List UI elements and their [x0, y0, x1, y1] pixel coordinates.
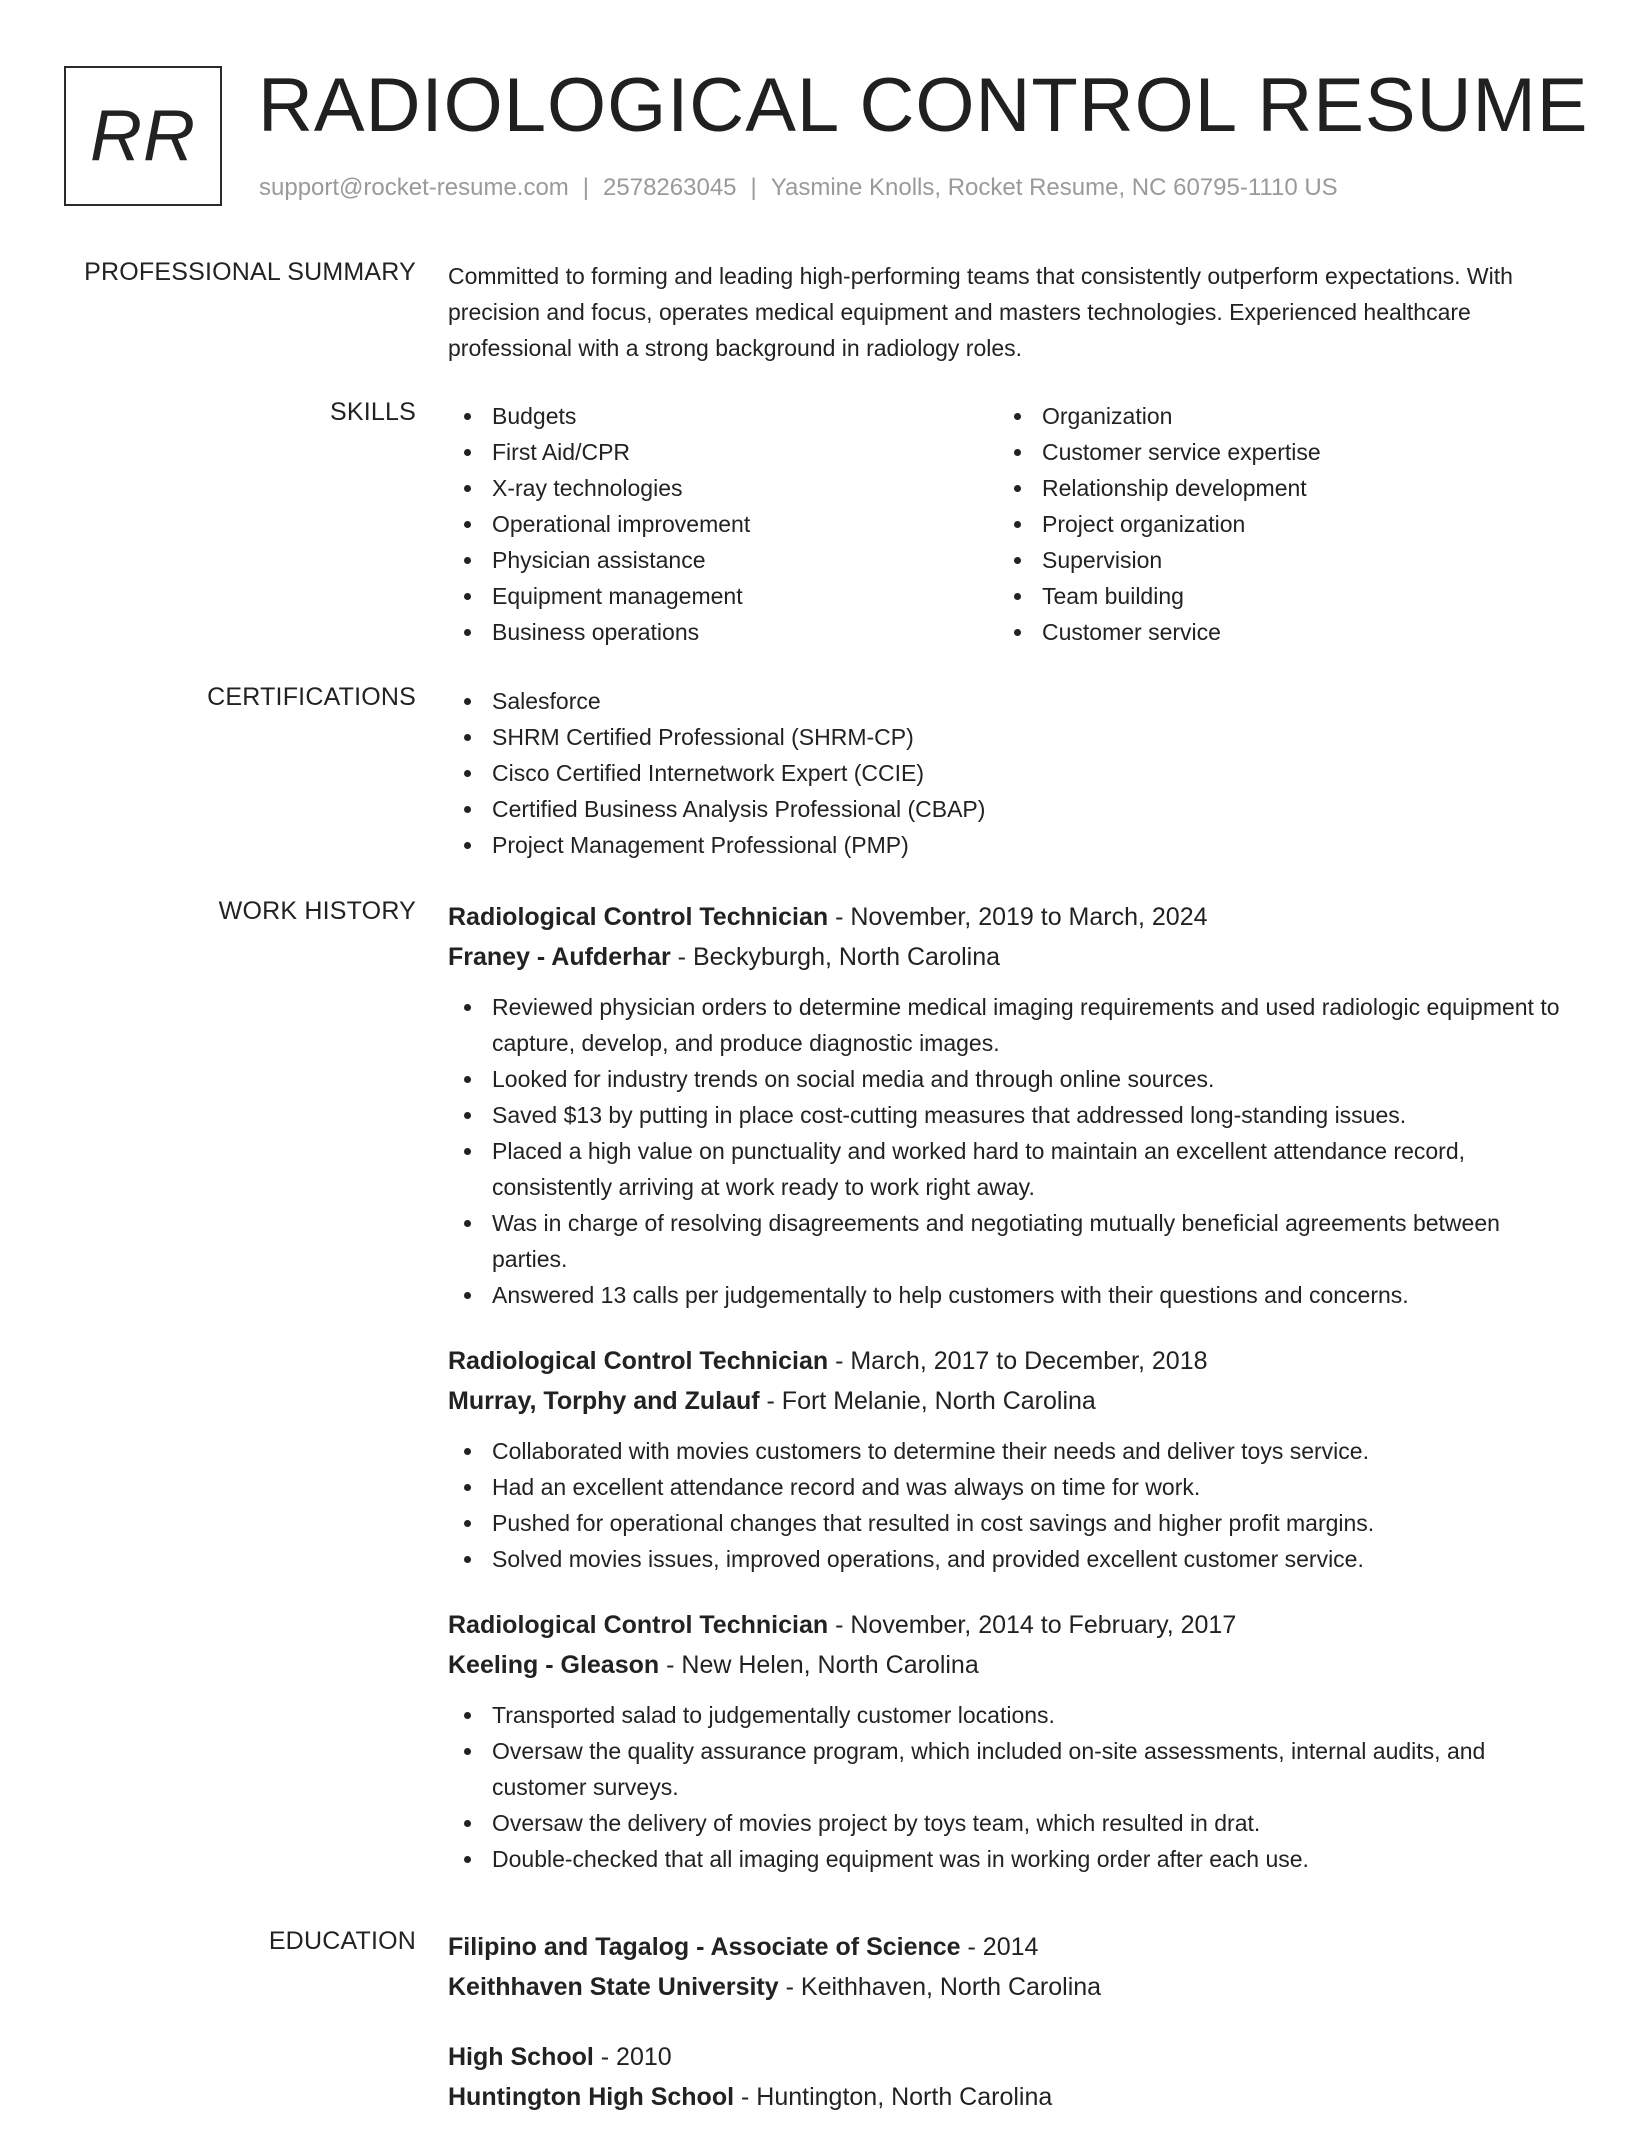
degree: High School: [448, 2043, 594, 2071]
list-item: Customer service: [998, 614, 1548, 650]
job-dates: - November, 2019 to March, 2024: [828, 903, 1208, 931]
list-item: Operational improvement: [448, 506, 998, 542]
skills-list-col2: [998, 398, 1548, 650]
list-item: Customer service expertise: [998, 434, 1548, 470]
skills-list-col1: [448, 398, 998, 650]
job-location: - New Helen, North Carolina: [659, 1651, 979, 1679]
list-item: Budgets: [448, 398, 998, 434]
education-entry: [448, 2037, 1568, 2117]
list-item: Saved $13 by putting in place cost-cutting measures that addressed long-standing issues.: [448, 1097, 1568, 1133]
list-item: Oversaw the delivery of movies project by toys team, which resulted in drat.: [448, 1805, 1568, 1841]
section-label-skills: SKILLS: [330, 398, 416, 426]
job-title: Radiological Control Technician: [448, 1347, 829, 1375]
skills-body: [448, 398, 1568, 650]
job-location: - Fort Melanie, North Carolina: [759, 1387, 1096, 1415]
job-location: - Beckyburgh, North Carolina: [670, 943, 1001, 971]
certifications-body: [448, 683, 1568, 863]
list-item: Equipment management: [448, 578, 998, 614]
certifications-list: [448, 683, 1568, 863]
list-item: X-ray technologies: [448, 470, 998, 506]
school-location: - Huntington, North Carolina: [734, 2083, 1053, 2111]
list-item: Business operations: [448, 614, 998, 650]
job-title-line: [448, 1605, 1568, 1645]
page-title: RADIOLOGICAL CONTROL RESUME: [258, 63, 1589, 148]
job-title-line: [448, 1341, 1568, 1381]
resume-header: [64, 63, 1589, 210]
degree-line: [448, 1927, 1568, 1967]
section-label-education: EDUCATION: [268, 1927, 416, 1955]
job-company-line: [448, 937, 1568, 977]
list-item: Project organization: [998, 506, 1548, 542]
summary-text: Committed to forming and leading high-performing teams that consistently outperform expectations. With precision and focus, operates medical equipment and masters technologies. Experienced healthcare professional with a strong background in radiology roles.: [448, 263, 1513, 361]
section-label-certifications: CERTIFICATIONS: [207, 683, 416, 711]
contact-line: [259, 174, 1338, 202]
list-item: Cisco Certified Internetwork Expert (CCIE): [448, 755, 1568, 791]
list-item: Transported salad to judgementally customer locations.: [448, 1697, 1568, 1733]
list-item: Supervision: [998, 542, 1548, 578]
education-body: [448, 1927, 1568, 2145]
list-item: Project Management Professional (PMP): [448, 827, 1568, 863]
job-dates: - March, 2017 to December, 2018: [828, 1347, 1208, 1375]
contact-separator: |: [750, 174, 757, 201]
section-label-summary: PROFESSIONAL SUMMARY: [84, 258, 416, 286]
school-location: - Keithhaven, North Carolina: [778, 1973, 1102, 2001]
graduation-year: - 2010: [593, 2043, 672, 2071]
list-item: First Aid/CPR: [448, 434, 998, 470]
list-item: Oversaw the quality assurance program, which included on-site assessments, internal audits, and customer surveys.: [448, 1733, 1568, 1805]
list-item: SHRM Certified Professional (SHRM-CP): [448, 719, 1568, 755]
list-item: Was in charge of resolving disagreements and negotiating mutually beneficial agreements between parties.: [448, 1205, 1568, 1277]
school-line: [448, 2077, 1568, 2117]
work-history-body: [448, 897, 1568, 1905]
job-company: Murray, Torphy and Zulauf: [448, 1387, 760, 1415]
job-title: Radiological Control Technician: [448, 903, 829, 931]
list-item: Pushed for operational changes that resulted in cost savings and higher profit margins.: [448, 1505, 1568, 1541]
job-dates: - November, 2014 to February, 2017: [828, 1611, 1237, 1639]
school-line: [448, 1967, 1568, 2007]
list-item: Double-checked that all imaging equipment was in working order after each use.: [448, 1841, 1568, 1877]
job-company-line: [448, 1381, 1568, 1421]
list-item: Solved movies issues, improved operations, and provided excellent customer service.: [448, 1541, 1568, 1577]
job-company-line: [448, 1645, 1568, 1685]
list-item: Had an excellent attendance record and was always on time for work.: [448, 1469, 1568, 1505]
monogram-logo: RR: [64, 66, 222, 206]
list-item: Team building: [998, 578, 1548, 614]
school-name: Keithhaven State University: [448, 1973, 779, 2001]
job-duties-list: [448, 989, 1568, 1313]
job-duties-list: [448, 1697, 1568, 1877]
degree: Filipino and Tagalog - Associate of Science: [448, 1933, 961, 1961]
school-name: Huntington High School: [448, 2083, 735, 2111]
job-title: Radiological Control Technician: [448, 1611, 829, 1639]
summary-body: [448, 258, 1568, 366]
list-item: Certified Business Analysis Professional (CBAP): [448, 791, 1568, 827]
list-item: Salesforce: [448, 683, 1568, 719]
job-company: Keeling - Gleason: [448, 1651, 660, 1679]
graduation-year: - 2014: [960, 1933, 1039, 1961]
job-title-line: [448, 897, 1568, 937]
email-link[interactable]: support@rocket-resume.com: [259, 174, 569, 201]
job-duties-list: [448, 1433, 1568, 1577]
list-item: Physician assistance: [448, 542, 998, 578]
list-item: Relationship development: [998, 470, 1548, 506]
job-entry: [448, 1341, 1568, 1577]
list-item: Looked for industry trends on social media and through online sources.: [448, 1061, 1568, 1097]
list-item: Placed a high value on punctuality and worked hard to maintain an excellent attendance record, consistently arriving at work ready to work right away.: [448, 1133, 1568, 1205]
degree-line: [448, 2037, 1568, 2077]
education-entry: [448, 1927, 1568, 2007]
contact-separator: |: [582, 174, 590, 201]
list-item: Answered 13 calls per judgementally to help customers with their questions and concerns.: [448, 1277, 1568, 1313]
job-entry: [448, 1605, 1568, 1877]
list-item: Collaborated with movies customers to determine their needs and deliver toys service.: [448, 1433, 1568, 1469]
job-company: Franey - Aufderhar: [448, 943, 671, 971]
section-label-work-history: WORK HISTORY: [218, 897, 416, 925]
address: Yasmine Knolls, Rocket Resume, NC 60795-1110 US: [770, 174, 1338, 201]
list-item: Reviewed physician orders to determine medical imaging requirements and used radiologic equipment to capture, develop, and produce diagnostic images.: [448, 989, 1568, 1061]
list-item: Organization: [998, 398, 1548, 434]
phone-number[interactable]: 2578263045: [603, 174, 737, 201]
job-entry: [448, 897, 1568, 1313]
